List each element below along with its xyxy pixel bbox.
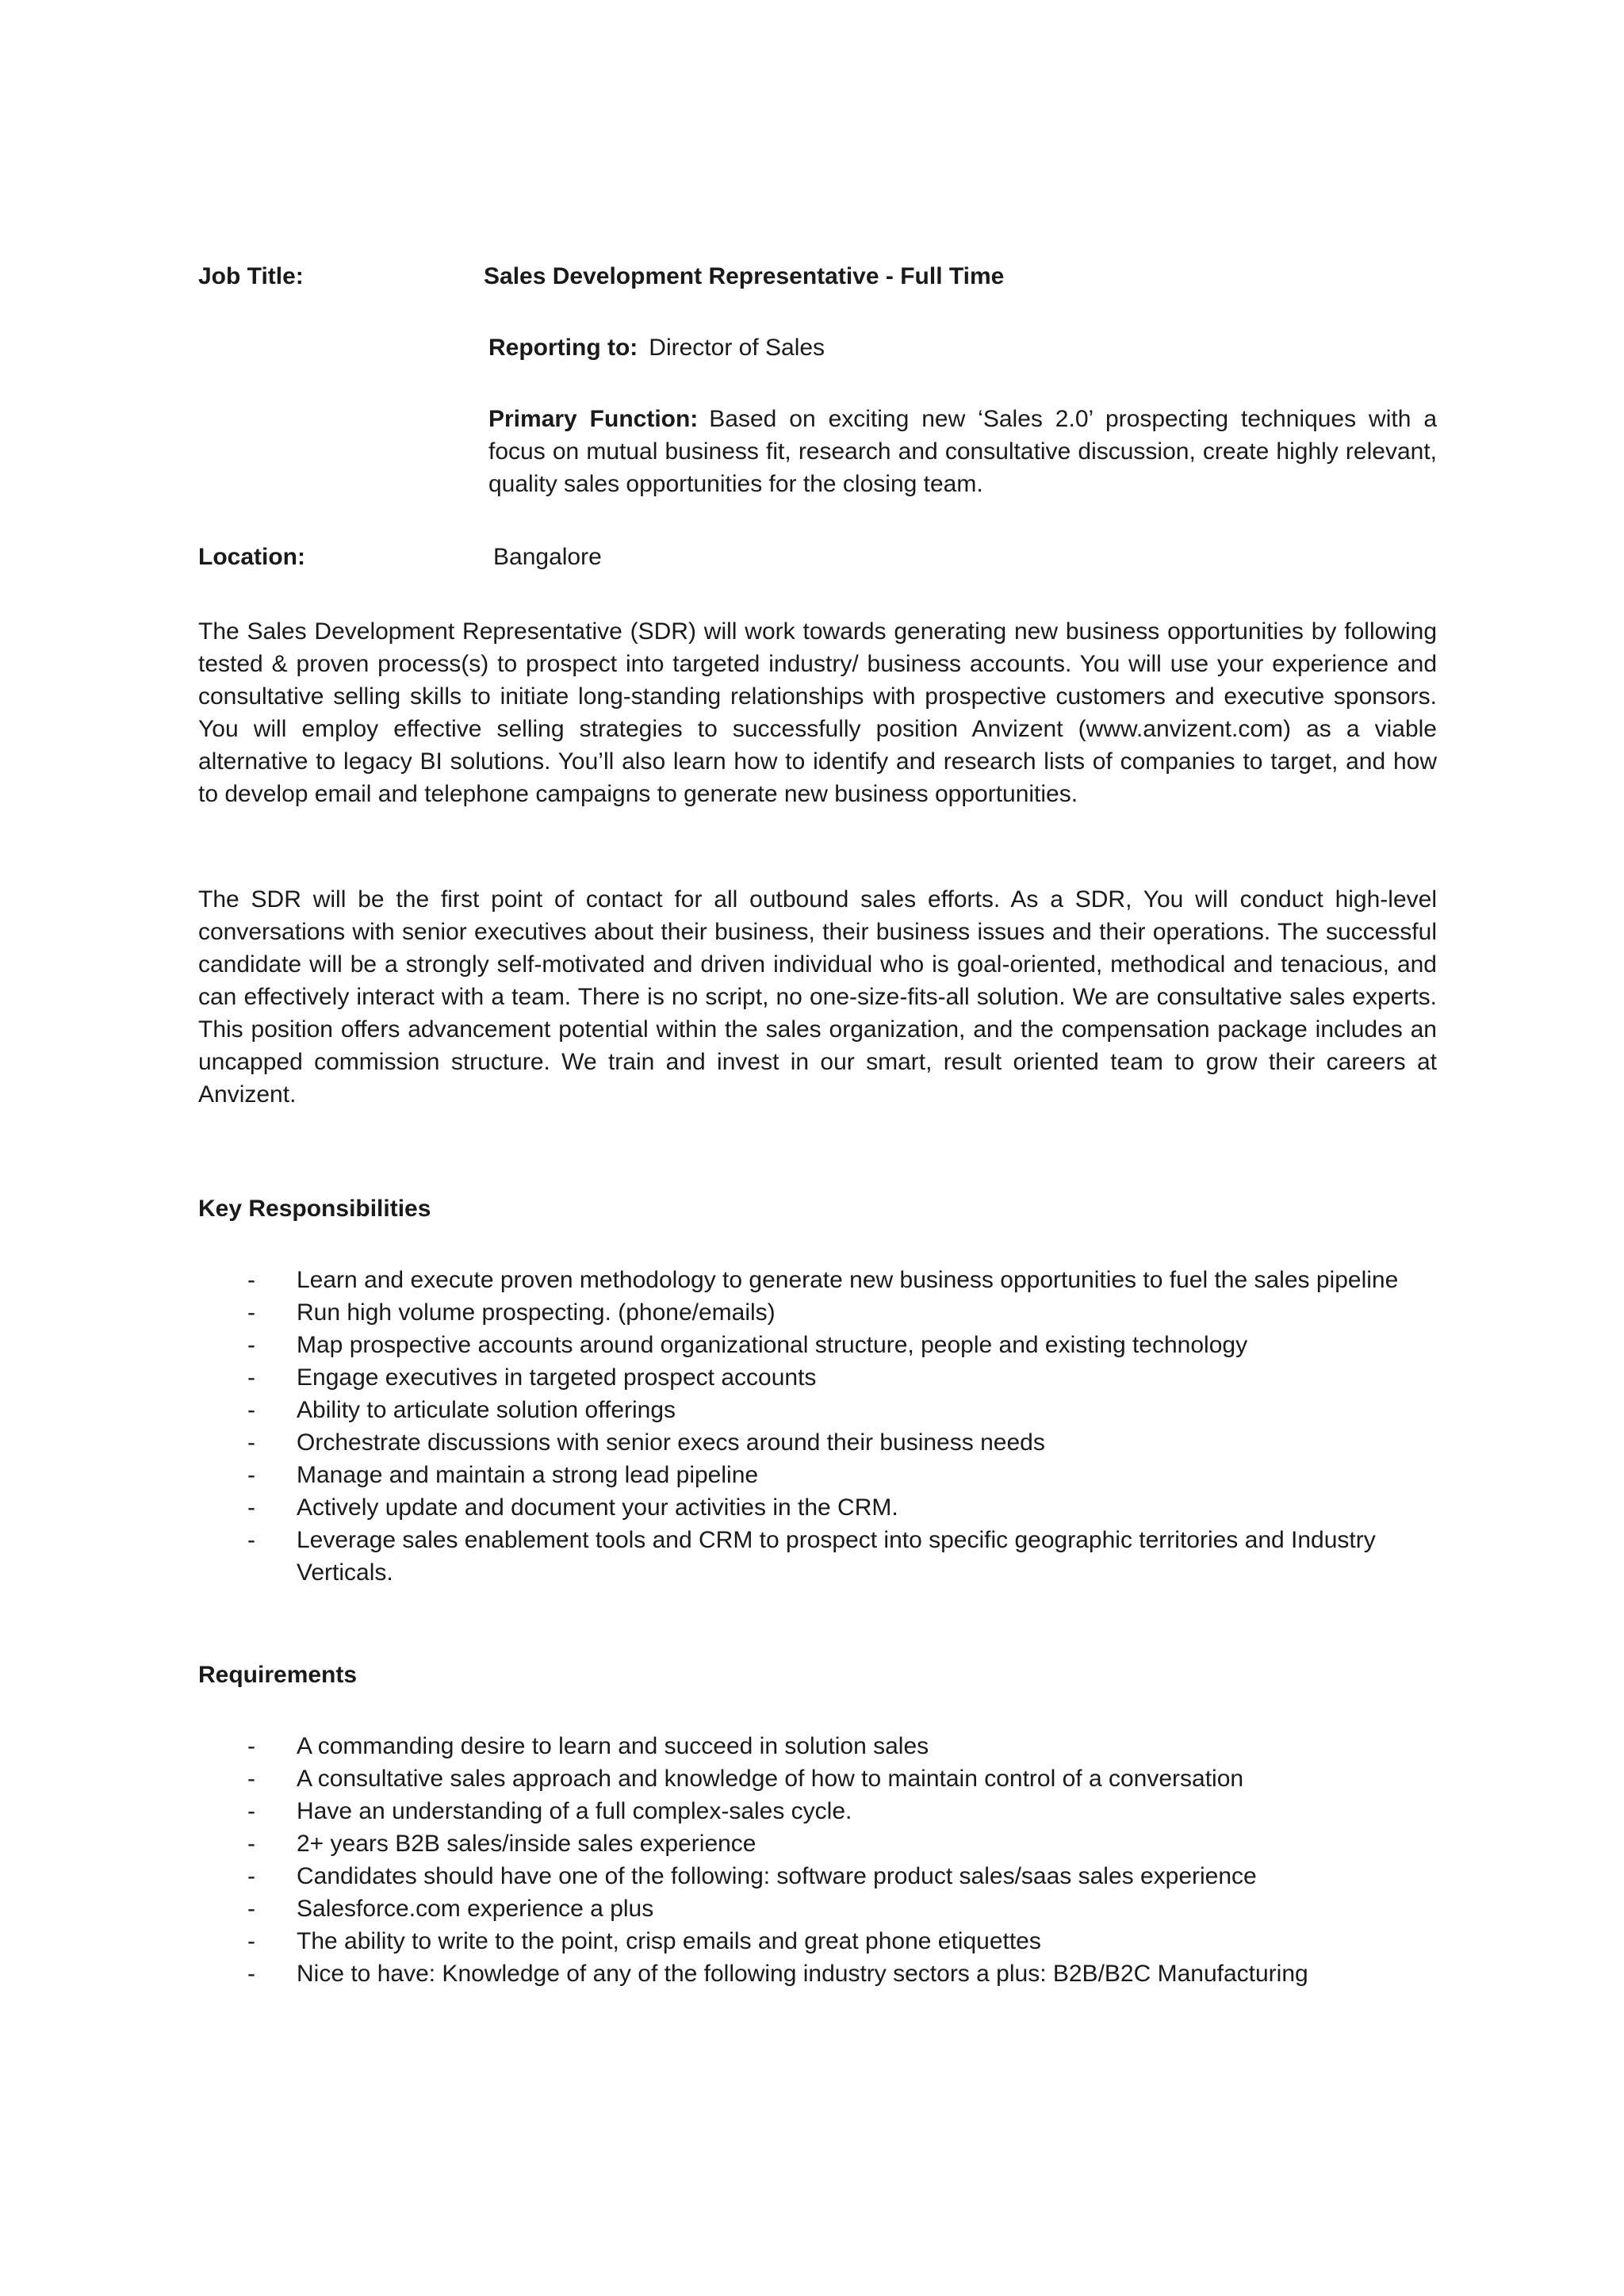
list-item: - Leverage sales enablement tools and CRM to prospect into specific geographic territories and Industry Verticals. (198, 1524, 1435, 1589)
list-item: - Actively update and document your activities in the CRM. (198, 1491, 1435, 1524)
primary-function-label: Primary Function: (488, 406, 699, 432)
bullet-dash: - (247, 1896, 255, 1922)
bullet-dash: - (247, 1863, 255, 1889)
reporting-to (488, 331, 825, 364)
responsibilities-list (198, 1264, 1435, 1589)
bullet-dash: - (247, 1831, 255, 1857)
list-item: - Ability to articulate solution offerings (198, 1394, 1435, 1426)
primary-function-value: Based on exciting new ‘Sales 2.0’ prospecting techniques with a focus on mutual business fit, research and consultative discussion, create highly relevant, quality sales opportunities for the closing team. (488, 406, 1438, 497)
list-item: - Nice to have: Knowledge of any of the following industry sectors a plus: B2B/B2C Manufacturing (198, 1957, 1435, 1990)
list-item: - The ability to write to the point, crisp emails and great phone etiquettes (198, 1925, 1435, 1957)
bullet-dash: - (247, 1462, 255, 1488)
list-item: - Engage executives in targeted prospect accounts (198, 1361, 1435, 1394)
bullet-dash: - (247, 1267, 255, 1293)
list-item: - Candidates should have one of the following: software product sales/saas sales experience (198, 1860, 1435, 1892)
bullet-dash: - (247, 1332, 255, 1358)
bullet-dash: - (247, 1928, 255, 1954)
bullet-dash: - (247, 1364, 255, 1391)
list-item: - A consultative sales approach and knowledge of how to maintain control of a conversation (198, 1762, 1435, 1795)
list-item: - Salesforce.com experience a plus (198, 1892, 1435, 1925)
list-item: - A commanding desire to learn and succeed in solution sales (198, 1730, 1435, 1762)
bullet-dash: - (247, 1527, 255, 1553)
list-item: - Orchestrate discussions with senior execs around their business needs (198, 1426, 1435, 1459)
job-title-value: Sales Development Representative - Full Time (484, 263, 1005, 289)
location-value: Bangalore (493, 544, 602, 570)
bullet-dash: - (247, 1494, 255, 1521)
requirements-list (198, 1730, 1435, 1990)
bullet-dash: - (247, 1798, 255, 1824)
primary-function (488, 403, 1437, 500)
responsibilities-heading: Key Responsibilities (198, 1196, 431, 1222)
bullet-dash: - (247, 1733, 255, 1759)
list-item: - Manage and maintain a strong lead pipeline (198, 1459, 1435, 1491)
description-paragraph-1: The Sales Development Representative (SDR) will work towards generating new business opportunities by following tested & proven process(s) to prospect into targeted industry/ business accounts. You will use your experience and consultative selling skills to initiate long-standing relationships with prospective customers and executive sponsors. You will employ effective selling strategies to successfully position Anvizent (www.anvizent.com) as a viable alternative to legacy BI solutions. You’ll also learn how to identify and research lists of companies to target, and how to develop email and telephone campaigns to generate new business opportunities. (198, 618, 1437, 807)
reporting-to-value: Director of Sales (649, 335, 825, 361)
bullet-dash: - (247, 1766, 255, 1792)
bullet-dash: - (247, 1429, 255, 1456)
location-label: Location: (198, 544, 305, 570)
description-paragraph-2: The SDR will be the first point of contact for all outbound sales efforts. As a SDR, You will conduct high-level conversations with senior executives about their business, their business issues and their operations. The successful candidate will be a strongly self-motivated and driven individual who is goal-oriented, methodical and tenacious, and can effectively interact with a team. There is no script, no one-size-fits-all solution. We are consultative sales experts. This position offers advancement potential within the sales organization, and the compensation package includes an uncapped commission structure. We train and invest in our smart, result oriented team to grow their careers at Anvizent. (198, 886, 1437, 1108)
list-item: - Learn and execute proven methodology to generate new business opportunities to fuel the sales pipeline (198, 1264, 1435, 1296)
list-item: - 2+ years B2B sales/inside sales experience (198, 1827, 1435, 1860)
bullet-dash: - (247, 1397, 255, 1423)
bullet-dash: - (247, 1299, 255, 1326)
list-item: - Map prospective accounts around organizational structure, people and existing technology (198, 1329, 1435, 1361)
bullet-dash: - (247, 1961, 255, 1987)
requirements-heading: Requirements (198, 1662, 358, 1688)
list-item: - Run high volume prospecting. (phone/emails) (198, 1296, 1435, 1329)
job-title-label: Job Title: (198, 263, 304, 289)
list-item: - Have an understanding of a full complex-sales cycle. (198, 1795, 1435, 1827)
reporting-to-label: Reporting to: (488, 335, 638, 361)
